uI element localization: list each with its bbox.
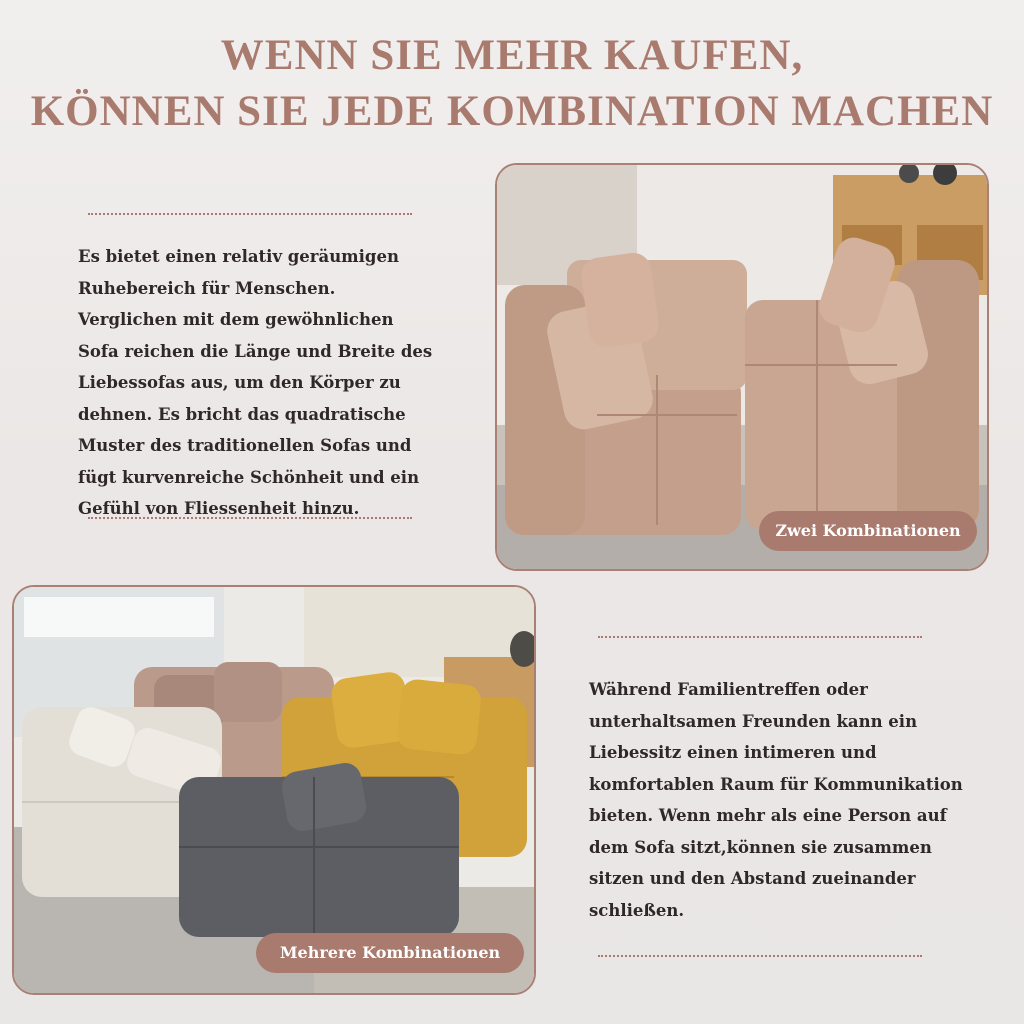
top-paragraph: Es bietet einen relativ geräumigen Ruhebereich für Menschen. Verglichen mit dem gewöhnlichen Sofa reichen die Länge und Breite des Liebessofas aus, um den Körper zu dehnen. Es bricht das quadratische Muster des traditionellen Sofas und fügt kurvenreiche Schönheit und ein Gefühl von Fliessenheit hinzu.	[78, 247, 433, 518]
photo-two-combinations	[495, 163, 989, 571]
bottom-paragraph: Während Familientreffen oder unterhaltsamen Freunden kann ein Liebessitz einen intimeren und komfortablen Raum für Kommunikation bieten. Wenn mehr als eine Person auf dem Sofa sitzt,können sie zusammen sitzen und den Abstand zueinander schließen.	[589, 680, 963, 920]
headline-line-2: KÖNNEN SIE JEDE KOMBINATION MACHEN	[30, 88, 994, 135]
divider-top-lower	[88, 517, 412, 519]
photo-multiple-combinations	[12, 585, 536, 995]
label-two-combinations: Zwei Kombinationen	[759, 511, 977, 551]
divider-bottom-upper	[598, 636, 922, 638]
divider-top-upper	[88, 213, 412, 215]
divider-bottom-lower	[598, 955, 922, 957]
headline-line-1: WENN SIE MEHR KAUFEN,	[220, 32, 804, 79]
label-multiple-combinations: Mehrere Kombinationen	[256, 933, 524, 973]
